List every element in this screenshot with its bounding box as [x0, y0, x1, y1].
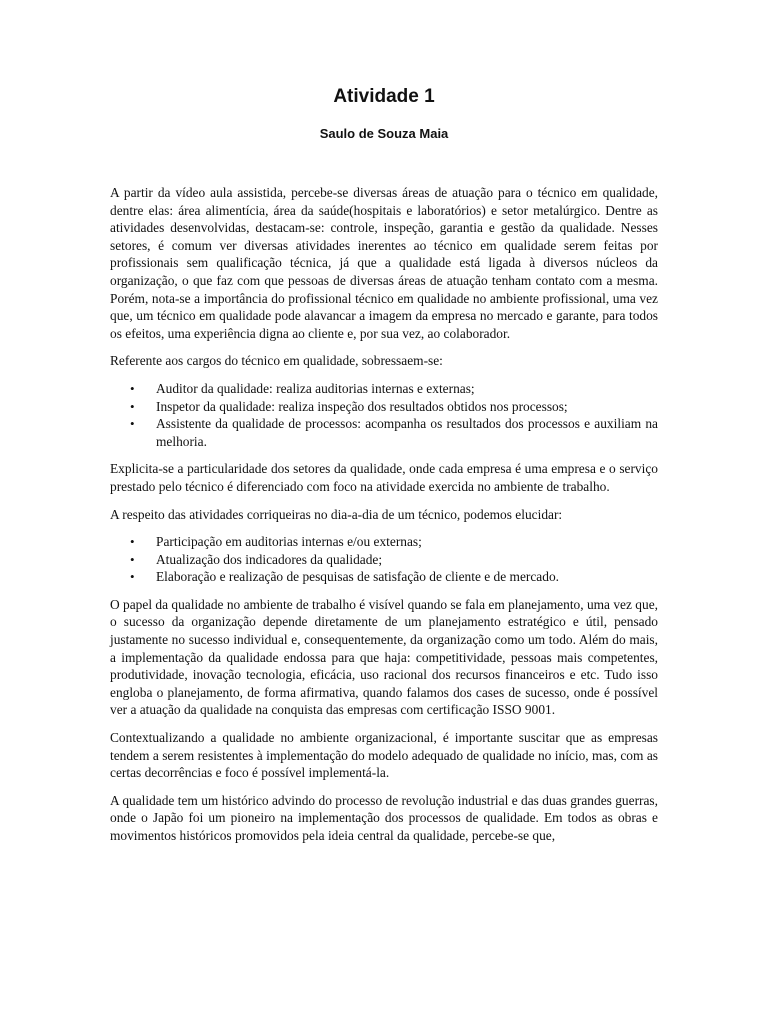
list-item	[110, 551, 658, 569]
bullet-icon: •	[130, 398, 135, 414]
bullet-list-atividades	[110, 533, 658, 586]
list-item	[110, 415, 658, 450]
bullet-icon: •	[130, 551, 135, 567]
paragraph-contexto: Contextualizando a qualidade no ambiente organizacional, é importante suscitar que as empresas tendem a serem resistentes à implementação do modelo adequado de qualidade no início, mas, com as certas decorrências e foco é possível implementá-la.	[110, 730, 658, 781]
list-item	[110, 380, 658, 398]
bullet-icon: •	[130, 380, 135, 396]
bullet-icon: •	[130, 416, 135, 432]
list-item-text: Participação em auditorias internas e/ou externas;	[156, 534, 422, 550]
list-item	[110, 568, 658, 586]
bullet-list-cargos	[110, 380, 658, 450]
list-item	[110, 533, 658, 551]
list-item	[110, 398, 658, 416]
list-item-text: Elaboração e realização de pesquisas de satisfação de cliente e de mercado.	[156, 569, 559, 585]
list-item-text: Auditor da qualidade: realiza auditorias internas e externas;	[156, 380, 475, 396]
paragraph-cargos-lead: Referente aos cargos do técnico em qualidade, sobressaem-se:	[110, 353, 443, 369]
list-item-text: Atualização dos indicadores da qualidade;	[156, 551, 383, 567]
author-name: Saulo de Souza Maia	[319, 126, 449, 141]
list-item-text: Inspetor da qualidade: realiza inspeção dos resultados obtidos nos processos;	[156, 398, 568, 414]
bullet-icon: •	[130, 534, 135, 550]
paragraph-setores: Explicita-se a particularidade dos setores da qualidade, onde cada empresa é uma empresa e o serviço prestado pelo técnico é diferenciado com foco na atividade exercida no ambiente de trabalho.	[110, 461, 658, 494]
paragraph-atividades-lead: A respeito das atividades corriqueiras no dia-a-dia de um técnico, podemos elucidar:	[110, 506, 563, 522]
document-body	[110, 184, 658, 855]
paragraph-intro: A partir da vídeo aula assistida, percebe-se diversas áreas de atuação para o técnico em qualidade, dentre elas: área alimentícia, área da saúde(hospitais e laboratórios) e setor metalúrgico. Dentre as atividades desenvolvidas, destacam-se: controle, inspeção, garantia e gestão da qualidade. Nesses setores, é comum ver diversas atividades inerentes ao técnico em qualidade serem feitas por profissionais sem qualificação técnica, já que a qualidade está ligada à diversos núcleos da organização, o que faz com que pessoas de diversas áreas de atuação tenham contato com a mesma. Porém, nota-se a importância do profissional técnico em qualidade no ambiente profissional, uma vez que, um técnico em qualidade pode alavancar a imagem da empresa no mercado e garante, para todos os efeitos, uma experiência digna ao cliente e, por sua vez, ao colaborador.	[110, 185, 658, 341]
paragraph-planejamento: O papel da qualidade no ambiente de trabalho é visível quando se fala em planejamento, uma vez que, o sucesso da organização depende diretamente de um planejamento estratégico e útil, pensado justamente no sucesso individual e, consequentemente, da organização como um todo. Além do mais, a implementação da qualidade endossa para que haja: competitividade, pessoas mais competentes, produtividade, inovação tecnologia, eficácia, uso racional dos recursos financeiros e etc. Tudo isso engloba o planejamento, de forma afirmativa, quando falamos dos cases de sucesso, onde é possível ver a atuação da qualidade na conquista das empresas com certificação ISSO 9001.	[110, 596, 658, 718]
paragraph-historico: A qualidade tem um histórico advindo do processo de revolução industrial e das duas grandes guerras, onde o Japão foi um pioneiro na implementação dos processos de qualidade. Em todos as obras e movimentos históricos promovidos pela ideia central da qualidade, percebe-se que,	[110, 792, 658, 843]
bullet-icon: •	[130, 569, 135, 585]
document-title: Atividade 1	[333, 86, 435, 107]
list-item-text: Assistente da qualidade de processos: acompanha os resultados dos processos e auxiliam na melhoria.	[156, 416, 658, 449]
